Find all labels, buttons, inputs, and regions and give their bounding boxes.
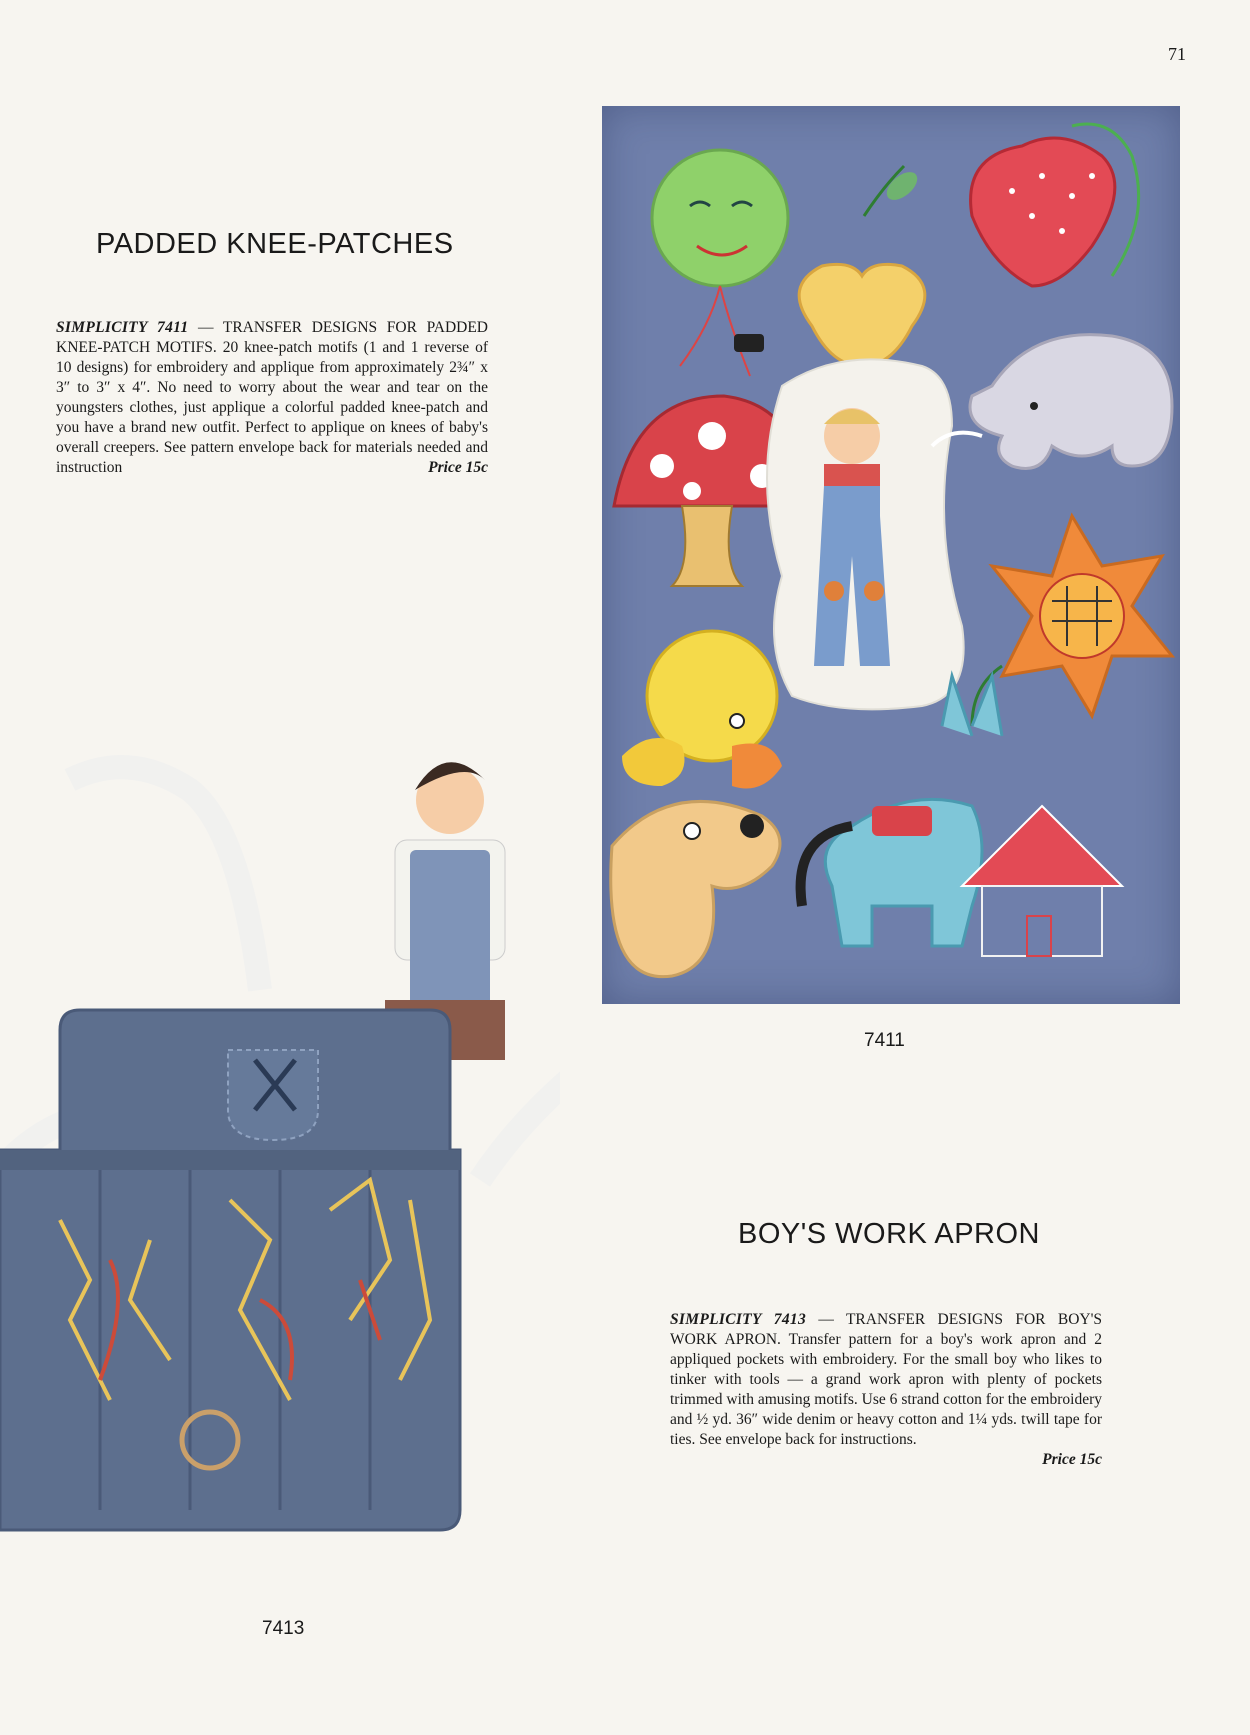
work-apron-text: — TRANSFER DESIGNS FOR BOY'S WORK APRON. Transfer pattern for a boy's work apron and 2 appliqued pockets with embroidery. For the small boy who likes to tinker with tools — a grand work apron with plenty of pockets trimmed with amusing motifs. Use 6 strand cotton for the embroidery and ½ yd. 36″ wide denim or heavy cotton and 1¼ yds. twill tape for ties. See envelope back for instructions. xyxy=(670,1311,1102,1448)
knee-patches-description xyxy=(56,318,488,478)
apple-patch xyxy=(799,166,925,366)
work-apron-caption: 7413 xyxy=(262,1618,305,1639)
work-apron-code: SIMPLICITY 7413 xyxy=(670,1311,806,1328)
knee-patch-illustration xyxy=(602,106,1180,1004)
knee-patches-code: SIMPLICITY 7411 xyxy=(56,319,189,336)
work-apron-heading: BOY'S WORK APRON xyxy=(738,1218,1040,1250)
duck-patch xyxy=(622,631,782,789)
work-apron-description xyxy=(670,1310,1102,1470)
puppy-patch xyxy=(611,801,780,976)
work-apron-illustration xyxy=(0,740,560,1610)
knee-patch-caption: 7411 xyxy=(864,1030,905,1051)
page-number: 71 xyxy=(1168,44,1186,64)
sunflower-patch xyxy=(972,516,1172,726)
elephant-patch xyxy=(932,335,1172,469)
house-patch xyxy=(962,806,1122,956)
knee-patches-price: Price 15c xyxy=(428,459,488,476)
work-apron-price: Price 15c xyxy=(1042,1451,1102,1468)
strawberry-patch xyxy=(971,124,1139,286)
knee-patches-heading: PADDED KNEE-PATCHES xyxy=(96,228,454,260)
baby-in-overalls-illustration xyxy=(767,359,964,709)
knee-patches-text: — TRANSFER DESIGNS FOR PADDED KNEE-PATCH MOTIFS. 20 knee-patch motifs (1 and 1 reverse of 10 designs) for embroidery and applique from approximately 2¾″ x 3″ to 3″ x 4″. No need to worry about the wear and tear on the youngsters clothes, just applique a colorful padded knee-patch and you have a brand new outfit. Perfect to applique on knees of baby's overall creepers. See pattern envelope back for materials needed and instruction xyxy=(56,319,489,476)
balloon-face-patch xyxy=(652,150,788,376)
